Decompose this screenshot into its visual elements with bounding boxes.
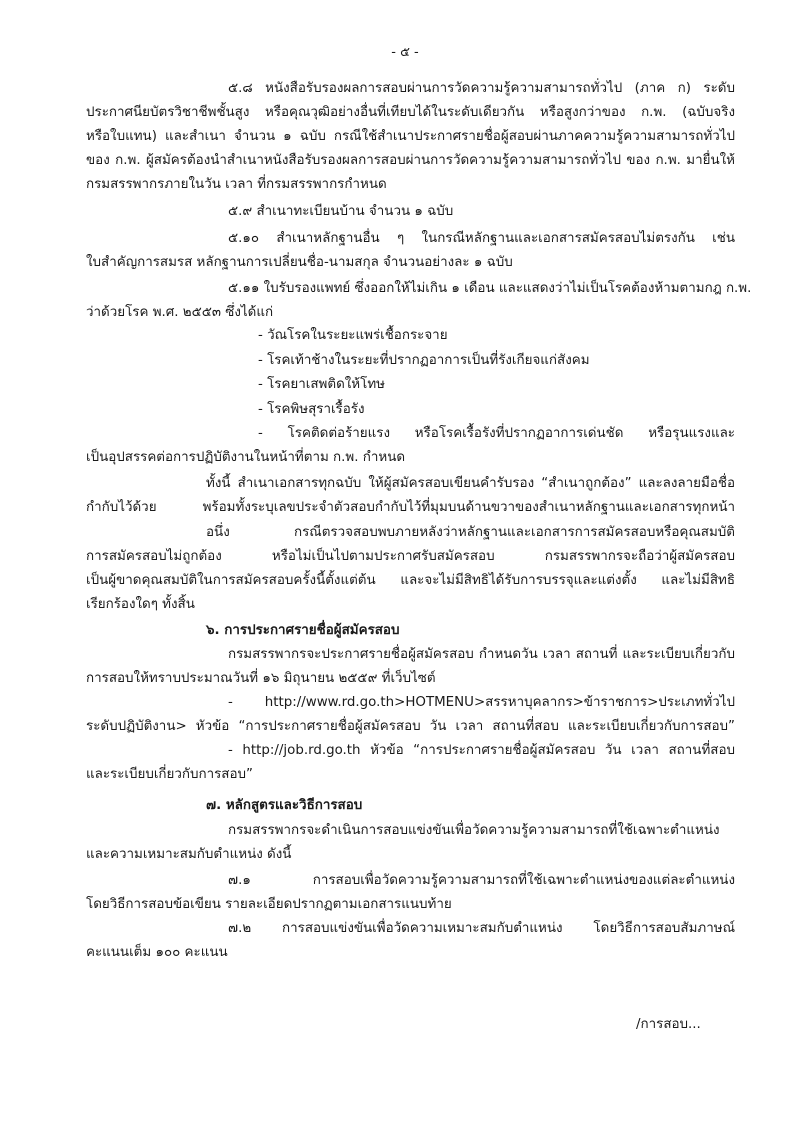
note-line-3: อนึ่ง กรณีตรวจสอบพบภายหลังว่าหลักฐานและเอกสารการสมัครสอบหรือคุณสมบัติ [206, 525, 735, 540]
section-7-heading: ๗. หลักสูตรและวิธีการสอบ [206, 798, 363, 813]
s59-line-1: ๕.๙ สำเนาทะเบียนบ้าน จำนวน ๑ ฉบับ [228, 204, 454, 219]
s58-line-5: กรมสรรพากรภายในวัน เวลา ที่กรมสรรพากรกำหนด [86, 177, 387, 192]
s7-line-5: ๗.๒ การสอบแข่งขันเพื่อวัดความเหมาะสมกับตำแหน่ง โดยวิธีการสอบสัมภาษณ์ [228, 921, 735, 936]
s6-line-1: กรมสรรพากรจะประกาศรายชื่อผู้สมัครสอบ กำหนดวัน เวลา สถานที่ และระเบียบเกี่ยวกับ [228, 647, 735, 662]
disease-item: - โรคติดต่อร้ายแรง หรือโรคเรื้อรังที่ปรากฏอาการเด่นชัด หรือรุนแรงและ [258, 426, 735, 441]
s6-line-6: และระเบียบเกี่ยวกับการสอบ” [86, 767, 253, 782]
s511-line-2: ว่าด้วยโรค พ.ศ. ๒๕๕๓ ซึ่งได้แก่ [86, 305, 274, 320]
note-line-4: การสมัครสอบไม่ถูกต้อง หรือไม่เป็นไปตามประกาศรับสมัครสอบ กรมสรรพากรจะถือว่าผู้สมัครสอบ [86, 549, 735, 564]
note-line-1: ทั้งนี้ สำเนาเอกสารทุกฉบับ ให้ผู้สมัครสอบเขียนคำรับรอง “สำเนาถูกต้อง” และลงลายมือชื่อ [206, 476, 735, 491]
s6-line-2: การสอบให้ทราบประมาณวันที่ ๑๖ มิถุนายน ๒๕๕๙ ที่เว็บไซต์ [86, 671, 436, 686]
s510-line-1: ๕.๑๐ สำเนาหลักฐานอื่น ๆ ในกรณีหลักฐานและเอกสารสมัครสอบไม่ตรงกัน เช่น [228, 231, 735, 246]
s511-line-1: ๕.๑๑ ใบรับรองแพทย์ ซึ่งออกให้ไม่เกิน ๑ เดือน และแสดงว่าไม่เป็นโรคต้องห้ามตามกฎ ก.พ. [228, 281, 752, 296]
s58-line-1: ๕.๘ หนังสือรับรองผลการสอบผ่านการวัดความรู้ความสามารถทั่วไป (ภาค ก) ระดับ [228, 81, 735, 96]
continuation-footer: /การสอบ... [636, 1017, 701, 1032]
note-line-6: เรียกร้องใดๆ ทั้งสิ้น [86, 597, 195, 612]
page-number: - ๕ - [391, 45, 419, 60]
section-6-heading: ๖. การประกาศรายชื่อผู้สมัครสอบ [206, 623, 400, 638]
s6-line-5: - http://job.rd.go.th หัวข้อ “การประกาศรายชื่อผู้สมัครสอบ วัน เวลา สถานที่สอบ [228, 743, 735, 758]
disease-item: - วัณโรคในระยะแพร่เชื้อกระจาย [258, 328, 448, 343]
disease-item: - โรคพิษสุราเรื้อรัง [258, 402, 365, 417]
s7-line-6: คะแนนเต็ม ๑๐๐ คะแนน [86, 945, 228, 960]
note-line-2: กำกับไว้ด้วย พร้อมทั้งระบุเลขประจำตัวสอบกำกับไว้ที่มุมบนด้านขวาของสำเนาหลักฐานและเอกสารทุกหน้า [86, 500, 735, 515]
note-line-5: เป็นผู้ขาดคุณสมบัติในการสมัครสอบครั้งนี้ตั้งแต่ต้น และจะไม่มีสิทธิได้รับการบรรจุและแต่งตั้ง และไม่มีสิทธิ [86, 573, 735, 588]
s6-line-4: ระดับปฏิบัติงาน> หัวข้อ “การประกาศรายชื่อผู้สมัครสอบ วัน เวลา สถานที่สอบ และระเบียบเกี่ยวกับการสอบ” [86, 719, 735, 734]
s7-line-3: ๗.๑ การสอบเพื่อวัดความรู้ความสามารถที่ใช้เฉพาะตำแหน่งของแต่ละตำแหน่ง [228, 873, 735, 888]
s58-line-2: ประกาศนียบัตรวิชาชีพชั้นสูง หรือคุณวุฒิอย่างอื่นที่เทียบได้ในระดับเดียวกัน หรือสูงกว่าของ ก.พ. (ฉบับจริง [86, 105, 735, 120]
s7-line-4: โดยวิธีการสอบข้อเขียน รายละเอียดปรากฏตามเอกสารแนบท้าย [86, 897, 452, 912]
disease-item: - โรคยาเสพติดให้โทษ [258, 377, 385, 392]
s6-line-3: - http://www.rd.go.th>HOTMENU>สรรหาบุคลากร>ข้าราชการ>ประเภททั่วไป [228, 695, 735, 710]
s510-line-2: ใบสำคัญการสมรส หลักฐานการเปลี่ยนชื่อ-นามสกุล จำนวนอย่างละ ๑ ฉบับ [86, 255, 513, 270]
s58-line-4: ของ ก.พ. ผู้สมัครต้องนำสำเนาหนังสือรับรองผลการสอบผ่านการวัดความรู้ความสามารถทั่วไป ของ ก.พ. มายื่นให้ [86, 153, 735, 168]
disease-item: - โรคเท้าช้างในระยะที่ปรากฏอาการเป็นที่รังเกียจแก่สังคม [258, 353, 590, 368]
s7-line-2: และความเหมาะสมกับตำแหน่ง ดังนี้ [86, 847, 292, 862]
s58-line-3: หรือใบแทน) และสำเนา จำนวน ๑ ฉบับ กรณีใช้สำเนาประกาศรายชื่อผู้สอบผ่านภาคความรู้ความสามารถทั่วไป [86, 129, 735, 144]
s7-line-1: กรมสรรพากรจะดำเนินการสอบแข่งขันเพื่อวัดความรู้ความสามารถที่ใช้เฉพาะตำแหน่ง [228, 823, 720, 838]
disease-item-continuation: เป็นอุปสรรคต่อการปฏิบัติงานในหน้าที่ตาม ก.พ. กำหนด [86, 450, 406, 465]
